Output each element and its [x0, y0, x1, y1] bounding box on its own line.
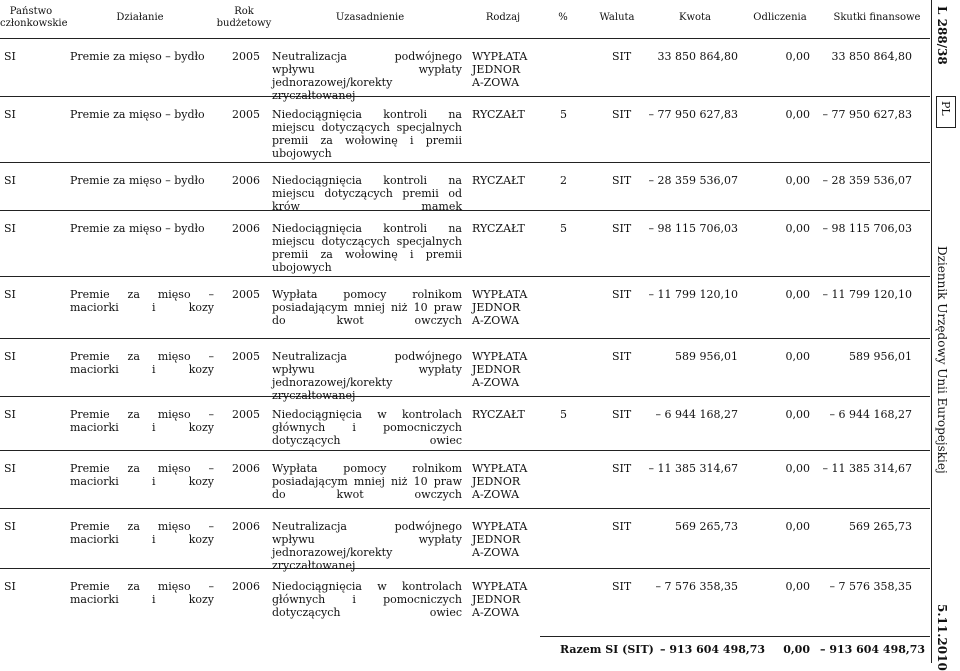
cell-rodzaj: WYPŁATA JEDNORA-ZOWA: [472, 350, 528, 389]
cell-dzialanie: Premie za mięso – maciorki i kozy: [70, 350, 214, 376]
language-badge: [936, 96, 956, 128]
cell-waluta: SIT: [612, 50, 632, 63]
table-row: [0, 508, 930, 572]
cell-ms: SI: [4, 408, 16, 421]
cell-odliczenia: 0,00: [785, 408, 810, 421]
cell-kwota: 33 850 864,80: [657, 50, 738, 63]
cell-odliczenia: 0,00: [785, 50, 810, 63]
cell-kwota: 589 956,01: [675, 350, 738, 363]
cell-rok: 2006: [232, 580, 260, 593]
cell-dzialanie: Premie za mięso – maciorki i kozy: [70, 408, 214, 434]
cell-waluta: SIT: [612, 108, 632, 121]
table-row: [0, 450, 930, 509]
table-row: [0, 38, 930, 102]
cell-skutki: 569 265,73: [849, 520, 912, 533]
cell-waluta: SIT: [612, 580, 632, 593]
cell-procent: 5: [560, 408, 567, 421]
cell-kwota: – 28 359 536,07: [648, 174, 738, 187]
cell-uzasadnienie: Neutralizacja podwójnego wpływu wypłaty jednorazowej/korekty zryczałtowanej: [272, 50, 462, 102]
header-deductions: Odliczenia: [753, 12, 807, 23]
cell-uzasadnienie: Neutralizacja podwójnego wpływu wypłaty jednorazowej/korekty zryczałtowanej: [272, 520, 462, 572]
cell-procent: 5: [560, 108, 567, 121]
header-financial-impact: Skutki finansowe: [833, 12, 921, 23]
cell-kwota: – 11 385 314,67: [648, 462, 738, 475]
total-amount: – 913 604 498,73: [660, 643, 766, 656]
cell-odliczenia: 0,00: [785, 108, 810, 121]
cell-dzialanie: Premie za mięso – bydło: [70, 174, 205, 187]
cell-dzialanie: Premie za mięso – maciorki i kozy: [70, 288, 214, 314]
cell-ms: SI: [4, 462, 16, 475]
cell-kwota: 569 265,73: [675, 520, 738, 533]
cell-rodzaj: RYCZAŁT: [472, 408, 525, 421]
cell-skutki: – 11 799 120,10: [822, 288, 912, 301]
cell-dzialanie: Premie za mięso – bydło: [70, 222, 205, 235]
cell-kwota: – 6 944 168,27: [655, 408, 738, 421]
cell-odliczenia: 0,00: [785, 222, 810, 235]
journal-title: Dziennik Urzędowy Unii Europejskiej: [935, 246, 949, 474]
cell-ms: SI: [4, 580, 16, 593]
cell-rodzaj: WYPŁATA JEDNORA-ZOWA: [472, 580, 528, 619]
cell-dzialanie: Premie za mięso – bydło: [70, 50, 205, 63]
cell-uzasadnienie: Niedociągnięcia kontroli na miejscu dotyczących premii od krów mamek: [272, 174, 462, 213]
cell-ms: SI: [4, 520, 16, 533]
cell-dzialanie: Premie za mięso – maciorki i kozy: [70, 462, 214, 488]
table-row: [0, 210, 930, 277]
cell-uzasadnienie: Wypłata pomocy rolnikom posiadającym mniej niż 10 praw do kwot owczych: [272, 462, 462, 501]
table-row: [0, 338, 930, 402]
cell-waluta: SIT: [612, 222, 632, 235]
total-deductions: 0,00: [783, 643, 810, 656]
cell-rodzaj: WYPŁATA JEDNORA-ZOWA: [472, 462, 528, 501]
header-currency: Waluta: [599, 12, 635, 23]
cell-rok: 2006: [232, 174, 260, 187]
cell-kwota: – 77 950 627,83: [648, 108, 738, 121]
header-justification: Uzasadnienie: [335, 12, 405, 23]
cell-uzasadnienie: Niedociągnięcia kontroli na miejscu dotyczących specjalnych premii za wołowinę i premii ubojowych: [272, 222, 462, 274]
cell-rodzaj: WYPŁATA JEDNORA-ZOWA: [472, 50, 528, 89]
cell-rok: 2005: [232, 408, 260, 421]
cell-ms: SI: [4, 288, 16, 301]
cell-rodzaj: WYPŁATA JEDNORA-ZOWA: [472, 520, 528, 559]
cell-skutki: – 7 576 358,35: [829, 580, 912, 593]
cell-uzasadnienie: Wypłata pomocy rolnikom posiadającym mniej niż 10 praw do kwot owczych: [272, 288, 462, 327]
cell-uzasadnienie: Niedociągnięcia w kontrolach głównych i pomocniczych dotyczących owiec: [272, 408, 462, 447]
cell-skutki: – 98 115 706,03: [822, 222, 912, 235]
cell-rok: 2006: [232, 222, 260, 235]
cell-dzialanie: Premie za mięso – maciorki i kozy: [70, 520, 214, 546]
cell-rodzaj: RYCZAŁT: [472, 174, 525, 187]
cell-rok: 2005: [232, 288, 260, 301]
header-budget-year: Rok budżetowy: [216, 6, 272, 29]
cell-rodzaj: WYPŁATA JEDNORA-ZOWA: [472, 288, 528, 327]
cell-kwota: – 7 576 358,35: [655, 580, 738, 593]
table-row: [0, 162, 930, 211]
cell-odliczenia: 0,00: [785, 350, 810, 363]
cell-rok: 2006: [232, 520, 260, 533]
cell-odliczenia: 0,00: [785, 288, 810, 301]
cell-odliczenia: 0,00: [785, 520, 810, 533]
page-reference: L 288/38: [935, 6, 949, 65]
cell-uzasadnienie: Neutralizacja podwójnego wpływu wypłaty jednorazowej/korekty zryczałtowanej: [272, 350, 462, 402]
cell-skutki: – 6 944 168,27: [829, 408, 912, 421]
cell-uzasadnienie: Niedociągnięcia w kontrolach głównych i pomocniczych dotyczących owiec: [272, 580, 462, 619]
cell-procent: 2: [560, 174, 567, 187]
header-member-state: Państwo członkowskie: [0, 6, 68, 29]
cell-skutki: – 11 385 314,67: [822, 462, 912, 475]
cell-rok: 2005: [232, 108, 260, 121]
header-amount: Kwota: [678, 12, 712, 23]
total-label: Razem SI (SIT): [560, 643, 654, 656]
cell-ms: SI: [4, 222, 16, 235]
cell-skutki: 33 850 864,80: [831, 50, 912, 63]
total-financial-impact: – 913 604 498,73: [820, 643, 926, 656]
cell-odliczenia: 0,00: [785, 580, 810, 593]
cell-waluta: SIT: [612, 174, 632, 187]
cell-skutki: – 28 359 536,07: [822, 174, 912, 187]
cell-rok: 2006: [232, 462, 260, 475]
cell-odliczenia: 0,00: [785, 174, 810, 187]
cell-waluta: SIT: [612, 520, 632, 533]
cell-rok: 2005: [232, 50, 260, 63]
cell-odliczenia: 0,00: [785, 462, 810, 475]
cell-rodzaj: RYCZAŁT: [472, 108, 525, 121]
table-header: [0, 0, 930, 39]
header-action: Działanie: [116, 12, 164, 23]
cell-dzialanie: Premie za mięso – bydło: [70, 108, 205, 121]
cell-ms: SI: [4, 174, 16, 187]
cell-skutki: – 77 950 627,83: [822, 108, 912, 121]
cell-procent: 5: [560, 222, 567, 235]
table-row: [0, 396, 930, 451]
table-row: [0, 568, 930, 632]
cell-kwota: – 98 115 706,03: [648, 222, 738, 235]
cell-waluta: SIT: [612, 408, 632, 421]
page-margin: [931, 0, 960, 671]
publication-date: 5.11.2010: [935, 604, 949, 671]
header-type: Rodzaj: [485, 12, 521, 23]
cell-dzialanie: Premie za mięso – maciorki i kozy: [70, 580, 214, 606]
table-row: [0, 96, 930, 163]
cell-rodzaj: RYCZAŁT: [472, 222, 525, 235]
cell-kwota: – 11 799 120,10: [648, 288, 738, 301]
cell-rok: 2005: [232, 350, 260, 363]
header-percent: %: [558, 12, 568, 23]
cell-ms: SI: [4, 350, 16, 363]
language-code: PL: [939, 101, 952, 116]
cell-waluta: SIT: [612, 462, 632, 475]
cell-waluta: SIT: [612, 288, 632, 301]
cell-waluta: SIT: [612, 350, 632, 363]
table-row: [0, 276, 930, 339]
cell-ms: SI: [4, 50, 16, 63]
cell-uzasadnienie: Niedociągnięcia kontroli na miejscu dotyczących specjalnych premii za wołowinę i premii ubojowych: [272, 108, 462, 160]
cell-ms: SI: [4, 108, 16, 121]
cell-skutki: 589 956,01: [849, 350, 912, 363]
total-row: [540, 636, 930, 663]
